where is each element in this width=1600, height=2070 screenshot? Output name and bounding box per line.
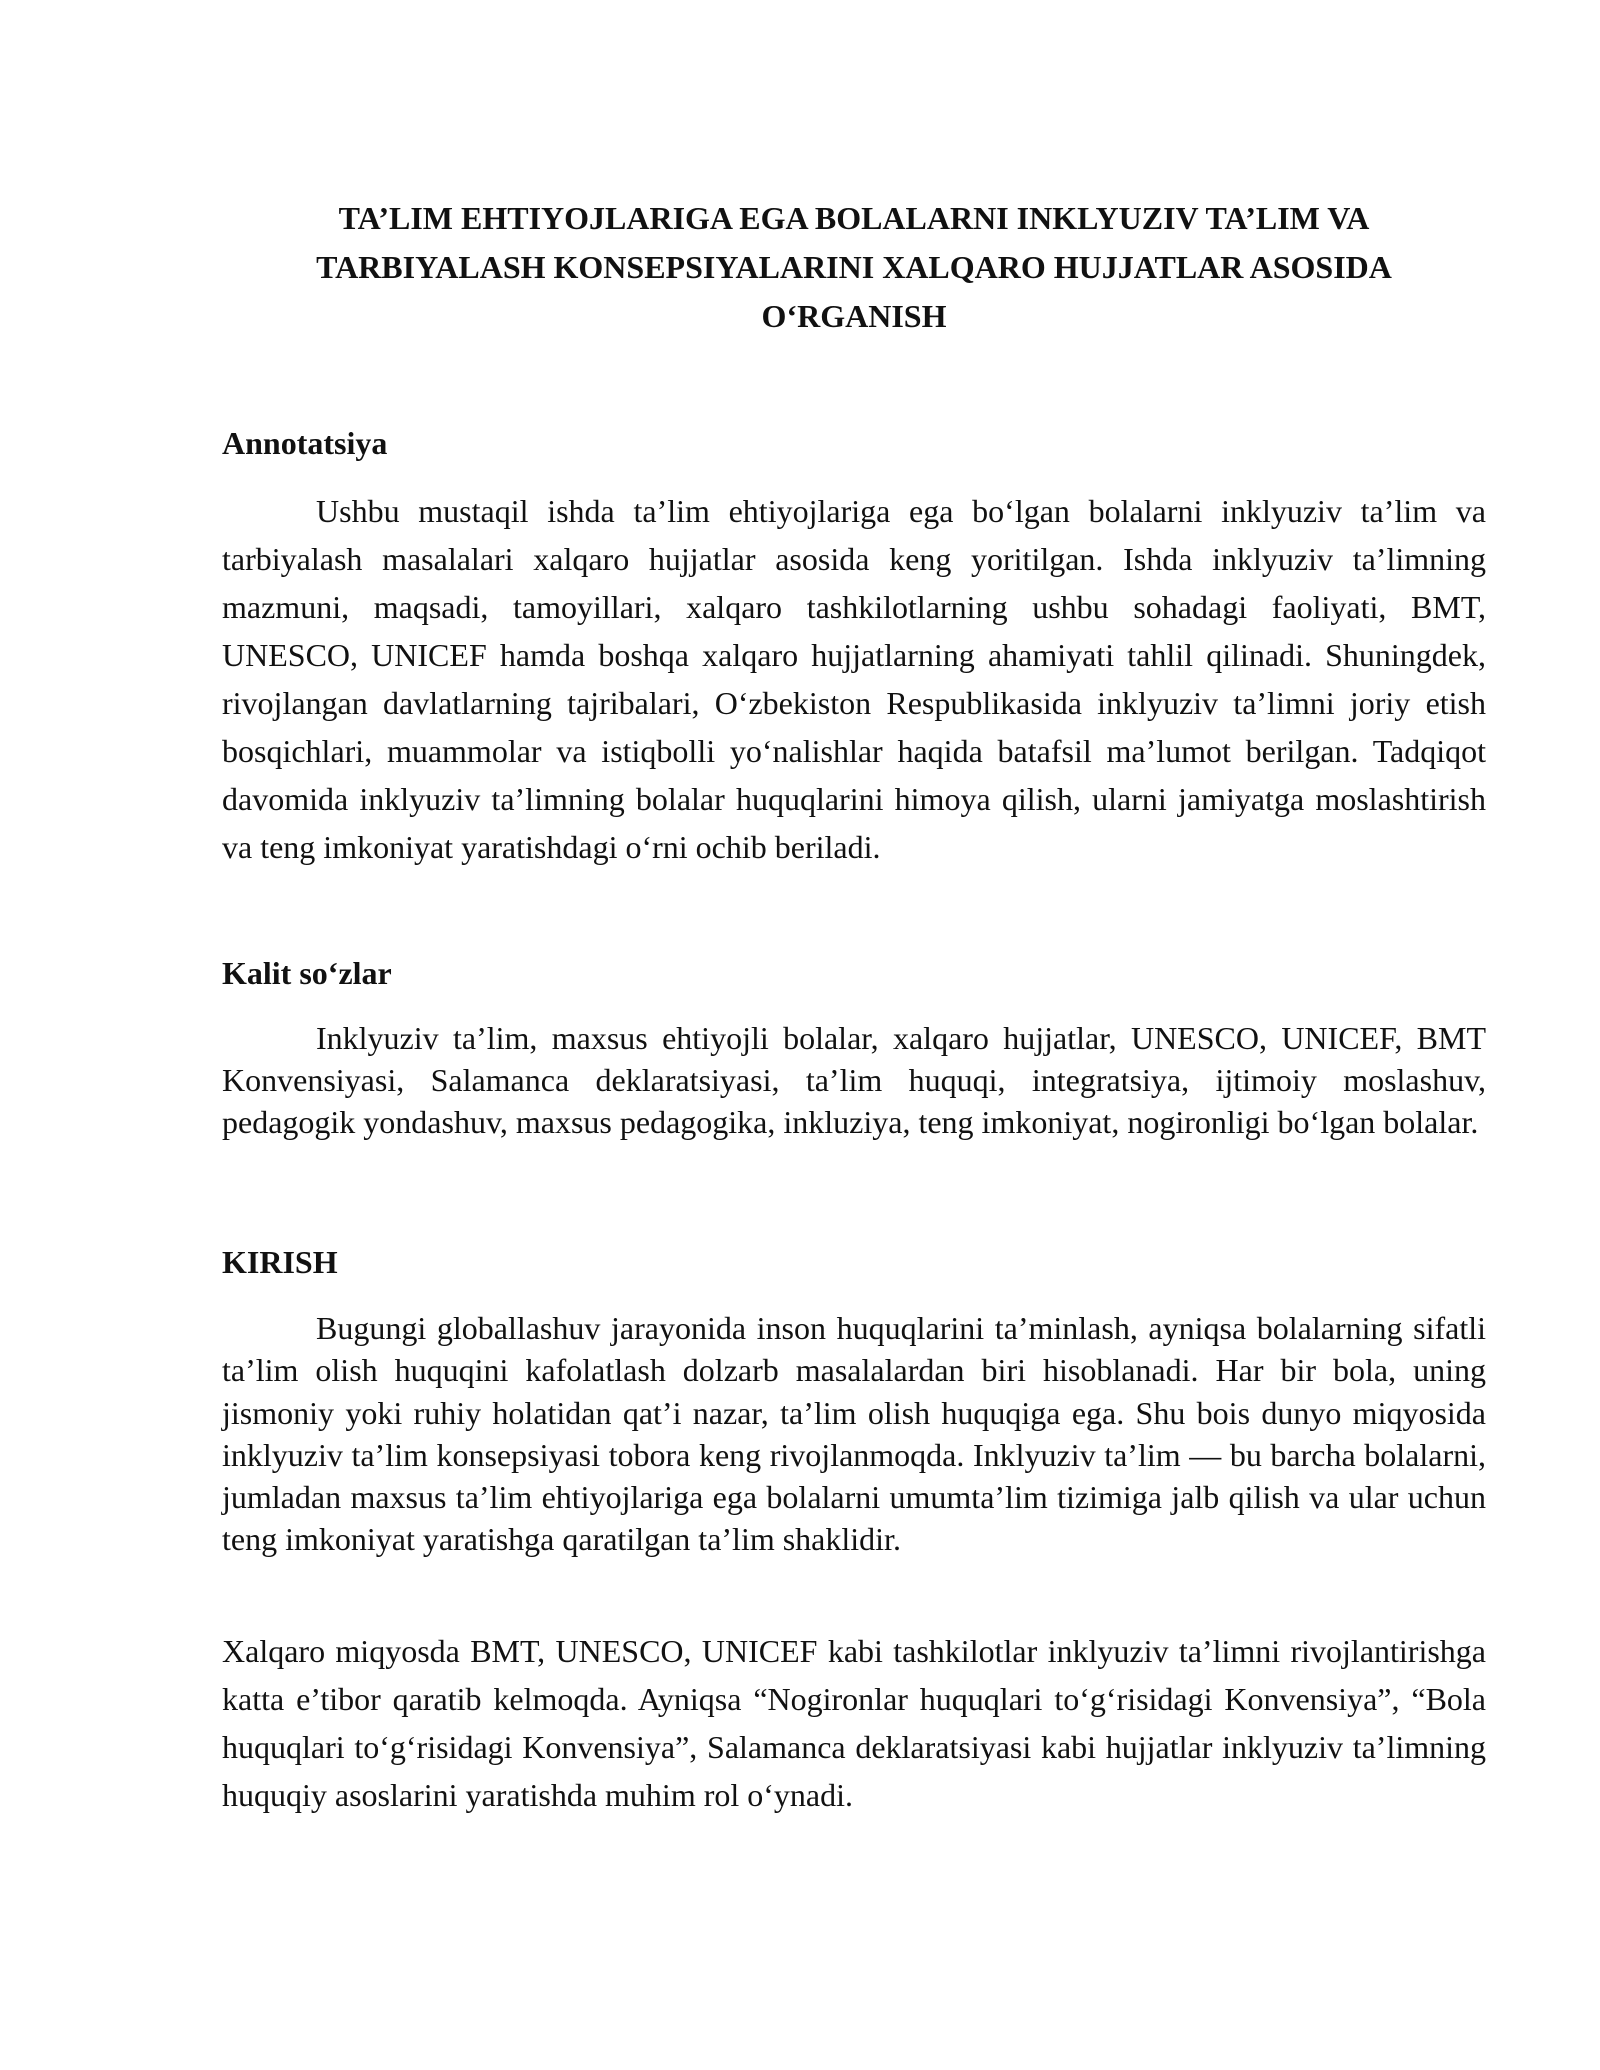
keywords-paragraph: Inklyuziv ta’lim, maxsus ehtiyojli bolalar, xalqaro hujjatlar, UNESCO, UNICEF, BMT Konvensiyasi, Salamanca deklaratsiyasi, ta’lim huquqi, integratsiya, ijtimoiy moslashuv, pedagogik yondashuv, maxsus pedagogika, inkluziya, teng imkoniyat, nogironligi bo‘lgan bolalar.: [222, 1020, 1486, 1140]
annotation-paragraph: Ushbu mustaqil ishda ta’lim ehtiyojlariga ega bo‘lgan bolalarni inklyuziv ta’lim va tarbiyalash masalalari xalqaro hujjatlar asosida keng yoritilgan. Ishda inklyuziv ta’limning mazmuni, maqsadi, tamoyillari, xalqaro tashkilotlarning ushbu sohadagi faoliyati, BMT, UNESCO, UNICEF hamda boshqa xalqaro hujjatlarning ahamiyati tahlil qilinadi. Shuningdek, rivojlangan davlatlarning tajribalari, O‘zbekiston Respublikasida inklyuziv ta’limni joriy etish bosqichlari, muammolar va istiqbolli yo‘nalishlar haqida batafsil ma’lumot berilgan. Tadqiqot davomida inklyuziv ta’limning bolalar huquqlarini himoya qilish, ularni jamiyatga moslashtirish va teng imkoniyat yaratishdagi o‘rni ochib beriladi.: [222, 493, 1486, 865]
introduction-paragraph-1: Bugungi globallashuv jarayonida inson huquqlarini ta’minlash, ayniqsa bolalarning sifatli ta’lim olish huquqini kafolatlash dolzarb masalalardan biri hisoblanadi. Har bir bola, uning jismoniy yoki ruhiy holatidan qat’i nazar, ta’lim olish huquqiga ega. Shu bois dunyo miqyosida inklyuziv ta’lim konsepsiyasi tobora keng rivojlanmoqda. Inklyuziv ta’lim — bu barcha bolalarni, jumladan maxsus ta’lim ehtiyojlariga ega bolalarni umumta’lim tizimiga jalb qilish va ular uchun teng imkoniyat yaratishga qaratilgan ta’lim shaklidir.: [222, 1310, 1486, 1558]
introduction-paragraph-2: Xalqaro miqyosda BMT, UNESCO, UNICEF kabi tashkilotlar inklyuziv ta’limni rivojlantirishga katta e’tibor qaratib kelmoqda. Ayniqsa “Nogironlar huquqlari to‘g‘risidagi Konvensiya”, “Bola huquqlari to‘g‘risidagi Konvensiya”, Salamanca deklaratsiyasi kabi hujjatlar inklyuziv ta’limning huquqiy asoslarini yaratishda muhim rol o‘ynadi.: [222, 1633, 1486, 1813]
annotation-heading: Annotatsiya: [222, 425, 388, 461]
introduction-heading: KIRISH: [222, 1244, 338, 1280]
keywords-heading: Kalit so‘zlar: [222, 955, 392, 991]
document-title: TA’LIM EHTIYOJLARIGA EGA BOLALARNI INKLYUZIV TA’LIM VA TARBIYALASH KONSEPSIYALARINI XALQARO HUJJATLAR ASOSIDA O‘RGANISH: [316, 200, 1392, 334]
